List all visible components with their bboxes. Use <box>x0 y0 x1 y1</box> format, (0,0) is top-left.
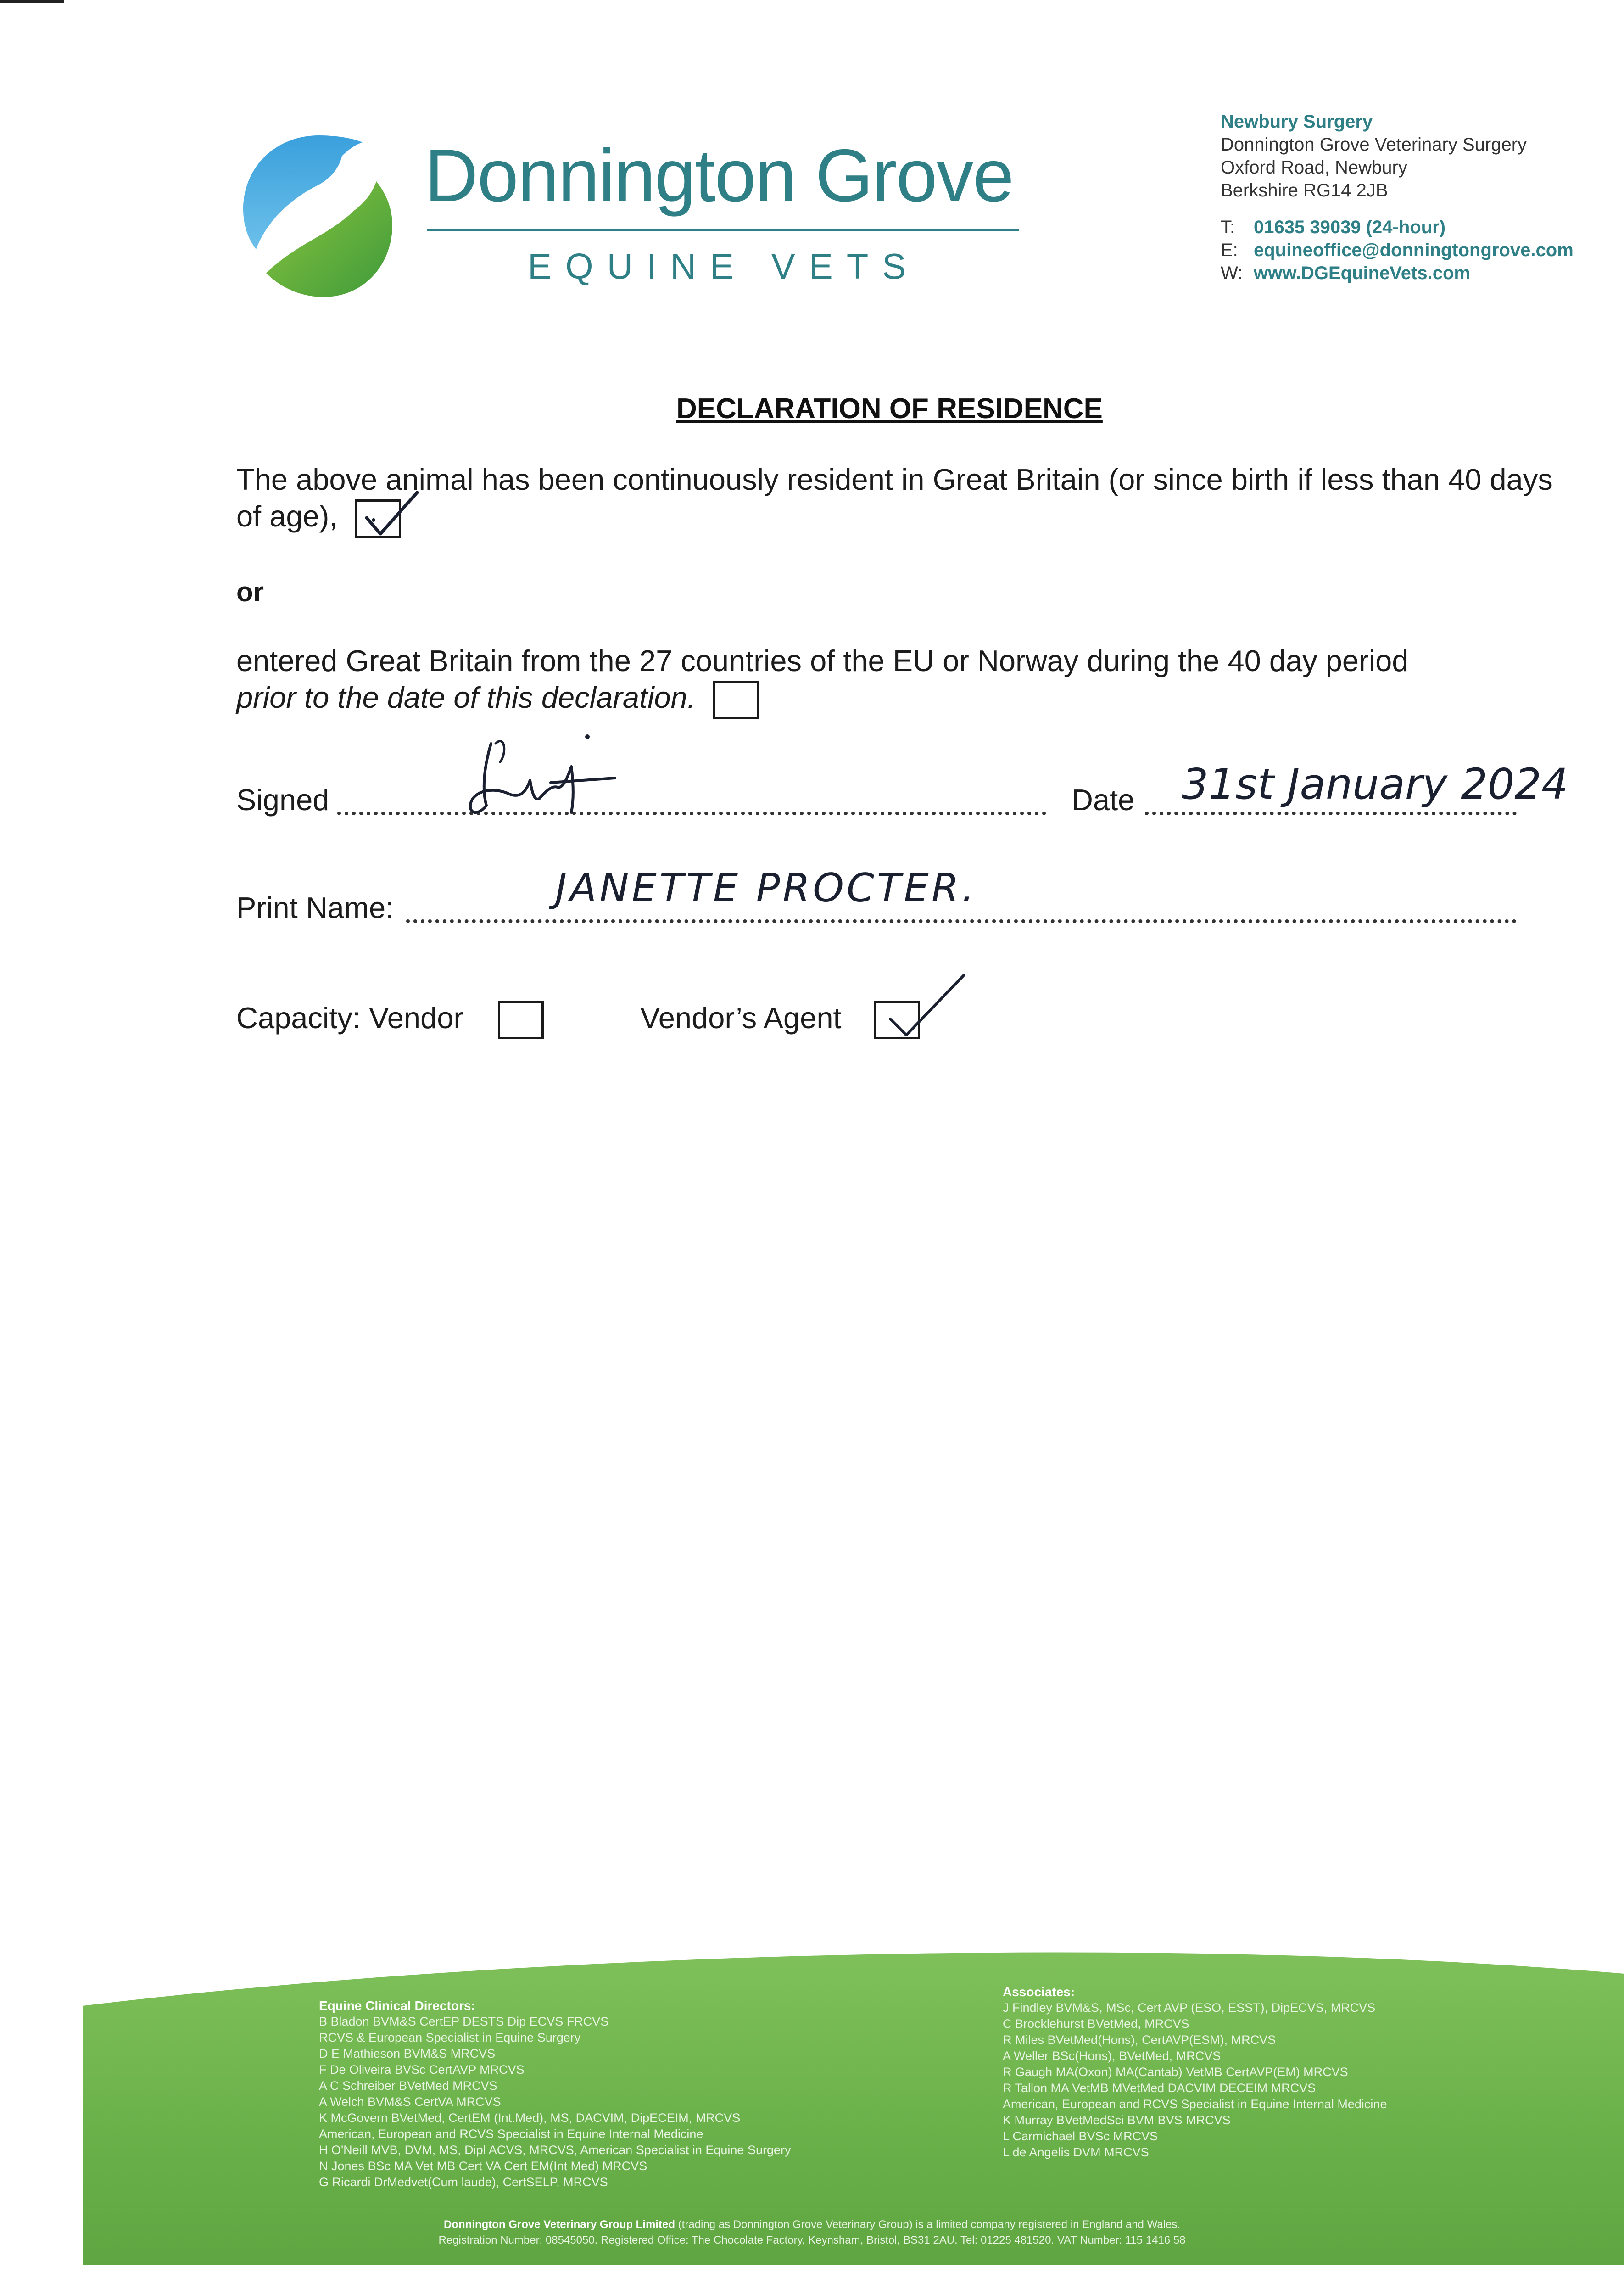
legal-line1: (trading as Donnington Grove Veterinary Group) is a limited company registered in England and Wales. <box>678 2218 1181 2231</box>
print-name-label: Print Name: <box>236 891 394 924</box>
resident-checkbox[interactable] <box>355 499 401 538</box>
associates-heading: Associates: <box>1003 1985 1075 1999</box>
director-entry: F De Oliveira BVSc CertAVP MRCVS <box>319 2063 525 2077</box>
date-handwritten: 31st January 2024 <box>1182 760 1568 809</box>
directors-heading: Equine Clinical Directors: <box>319 1998 475 2013</box>
print-name-handwritten: JANETTE PROCTER. <box>555 865 977 911</box>
surgery-name: Newbury Surgery <box>1221 112 1373 132</box>
capacity-vendor-label: Capacity: Vendor <box>236 1001 464 1035</box>
director-entry: H O'Neill MVB, DVM, MS, Dipl ACVS, MRCVS, American Specialist in Equine Surgery <box>319 2143 791 2157</box>
document-title: DECLARATION OF RESIDENCE <box>676 393 1103 425</box>
director-entry: D E Mathieson BVM&S MRCVS <box>319 2047 496 2060</box>
eu-entry-line2: prior to the date of this declaration. <box>236 681 696 714</box>
address-line: Berkshire RG14 2JB <box>1221 180 1388 201</box>
director-entry: American, European and RCVS Specialist in Equine Internal Medicine <box>319 2127 703 2141</box>
contact-web <box>1221 262 1574 285</box>
vendor-checkbox[interactable] <box>498 1001 544 1039</box>
website-address: www.DGEquineVets.com <box>1254 263 1470 283</box>
email-address: equineoffice@donningtongrove.com <box>1254 240 1574 260</box>
resident-statement <box>236 461 1558 538</box>
surgery-address <box>1221 110 1527 202</box>
associate-entry: K Murray BVetMedSci BVM BVS MRCVS <box>1003 2113 1231 2127</box>
eu-entry-line1: entered Great Britain from the 27 countries of the EU or Norway during the 40 day period <box>236 644 1409 677</box>
contact-label: T: <box>1221 217 1235 237</box>
resident-statement-text: The above animal has been continuously resident in Great Britain (or since birth if less than 40 days of age), <box>236 463 1553 533</box>
vendors-agent-checkbox[interactable] <box>874 1001 920 1039</box>
company-name: Donnington Grove Veterinary Group Limited <box>443 2218 675 2231</box>
director-entry: N Jones BSc MA Vet MB Cert VA Cert EM(Int Med) MRCVS <box>319 2159 647 2173</box>
phone-number: 01635 39039 (24-hour) <box>1254 217 1446 237</box>
associate-entry: J Findley BVM&S, MSc, Cert AVP (ESO, ESST), DipECVS, MRCVS <box>1003 2001 1376 2015</box>
signed-label: Signed <box>236 783 329 817</box>
associate-entry: C Brocklehurst BVetMed, MRCVS <box>1003 2017 1189 2031</box>
director-entry: A C Schreiber BVetMed MRCVS <box>319 2079 497 2093</box>
address-line: Donnington Grove Veterinary Surgery <box>1221 134 1527 155</box>
scan-corner-mark <box>0 0 64 3</box>
director-entry: G Ricardi DrMedvet(Cum laude), CertSELP, MRCVS <box>319 2175 608 2189</box>
checkmark-icon <box>355 488 424 538</box>
vendors-agent-label: Vendor’s Agent <box>640 1001 842 1035</box>
associate-entry: L Carmichael BVSc MRCVS <box>1003 2129 1158 2143</box>
directors-list <box>319 1998 791 2190</box>
associate-entry: A Weller BSc(Hons), BVetMed, MRCVS <box>1003 2049 1221 2063</box>
associate-entry: American, European and RCVS Specialist in Equine Internal Medicine <box>1003 2097 1387 2111</box>
director-entry: B Bladon BVM&S CertEP DESTS Dip ECVS FRCVS <box>319 2015 609 2028</box>
contact-label: E: <box>1221 240 1238 260</box>
signature-image[interactable] <box>441 725 642 835</box>
contact-details <box>1221 216 1574 285</box>
director-entry: RCVS & European Specialist in Equine Surgery <box>319 2031 581 2044</box>
eu-entry-statement <box>236 643 1558 719</box>
or-separator: or <box>236 577 264 607</box>
brand-name: Donnington Grove <box>424 134 1013 217</box>
eu-entry-checkbox[interactable] <box>713 681 759 719</box>
associate-entry: R Miles BVetMed(Hons), CertAVP(ESM), MRCVS <box>1003 2033 1276 2047</box>
date-label: Date <box>1072 783 1135 817</box>
associate-entry: R Tallon MA VetMB MVetMed DACVIM DECEIM MRCVS <box>1003 2081 1316 2095</box>
associate-entry: L de Angelis DVM MRCVS <box>1003 2145 1149 2159</box>
associates-list <box>1003 1984 1387 2161</box>
contact-phone <box>1221 216 1574 239</box>
company-legal-notice <box>0 2217 1624 2248</box>
print-name-line <box>406 919 1517 923</box>
contact-email <box>1221 239 1574 262</box>
associate-entry: R Gaugh MA(Oxon) MA(Cantab) VetMB CertAVP(EM) MRCVS <box>1003 2065 1348 2079</box>
director-entry: A Welch BVM&S CertVA MRCVS <box>319 2095 501 2109</box>
date-line <box>1145 812 1517 815</box>
address-line: Oxford Road, Newbury <box>1221 157 1407 178</box>
checkmark-icon <box>881 971 973 1040</box>
director-entry: K McGovern BVetMed, CertEM (Int.Med), MS, DACVIM, DipECEIM, MRCVS <box>319 2111 741 2125</box>
brand-tagline: EQUINE VETS <box>528 246 920 286</box>
contact-label: W: <box>1221 263 1243 283</box>
legal-line2: Registration Number: 08545050. Registered Office: The Chocolate Factory, Keynsham, Bristol, BS31 2AU. Tel: 01225 481520. VAT Number: 115 1416 58 <box>438 2234 1186 2246</box>
horse-head-logo <box>239 131 395 301</box>
brand-divider <box>427 230 1019 231</box>
